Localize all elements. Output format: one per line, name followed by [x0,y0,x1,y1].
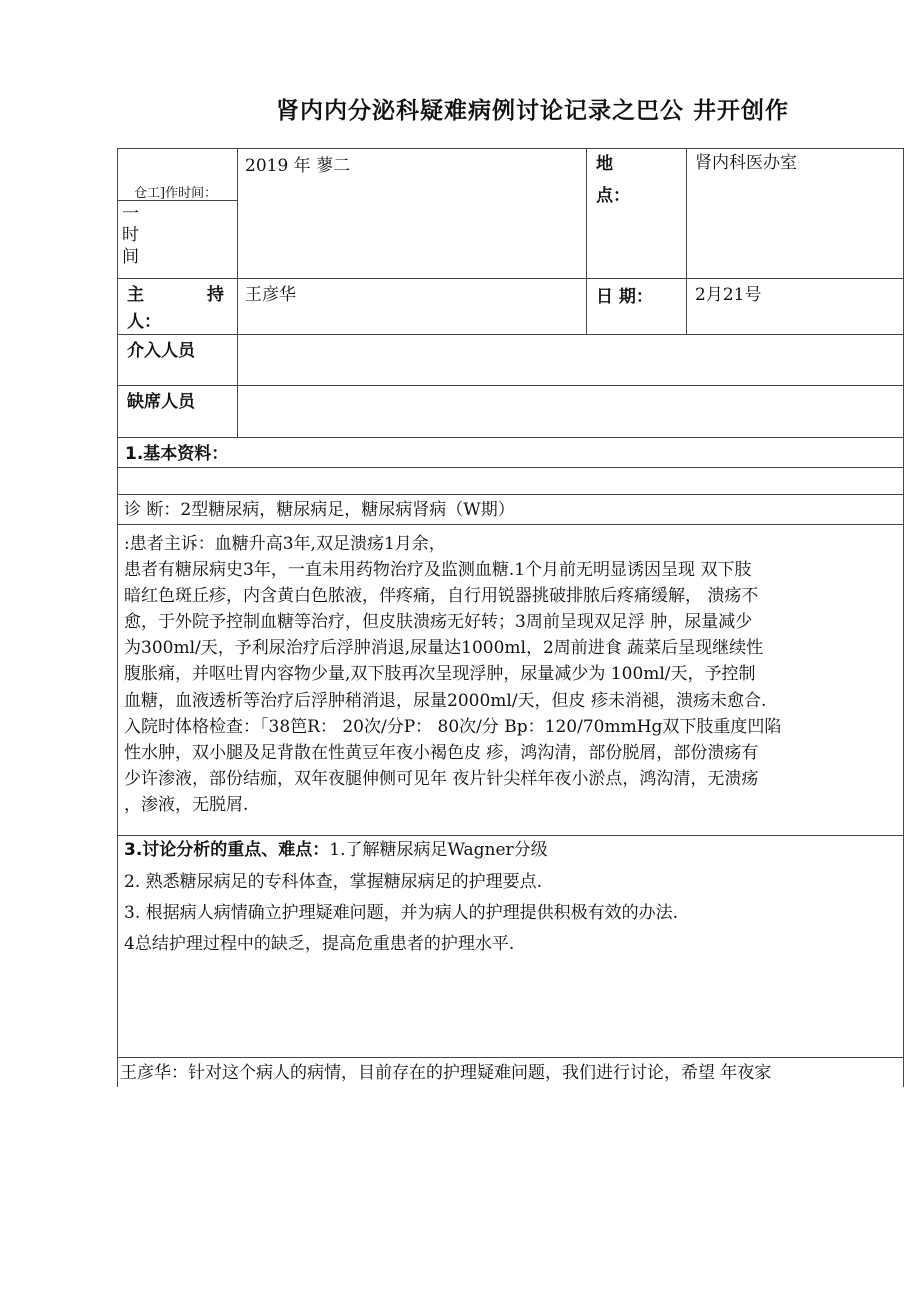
row-divider [117,437,904,438]
column-divider [686,148,687,334]
time-label-2: 间 [122,247,139,267]
case-line: 性水肿，双小腿及足背散在性黄豆年夜小褐色皮 疹，鸿沟清，部份脱屑，部份溃疡有 [124,742,759,763]
place-value: 肾内科医办室 [695,153,797,173]
section3-item: 4总结护理过程中的缺乏，提高危重患者的护理水平. [124,934,515,954]
document-title: 肾内内分泌科疑难病例讨论记录之巴公 井开创作 [276,98,790,124]
discussion-row [117,1057,904,1087]
diagnosis: 诊 断：2型糖尿病，糖尿病足，糖尿病肾病（W期） [124,500,515,520]
row-divider [117,494,904,495]
section3-item: 2. 熟悉糖尿病足的专科体查，掌握糖尿病足的护理要点. [124,872,543,892]
case-line: 为300ml/天，予利尿治疗后浮肿消退,尿量达1000ml，2周前进食 蔬菜后呈现继续性 [124,638,764,659]
case-line: 暗红色斑丘疹，内含黄白色脓液，伴疼痛，自行用锐器挑破排脓后疼痛缓解， 溃疡不 [124,586,759,607]
discussion-right-border [903,1057,904,1087]
place-label-1: 地 [596,154,613,174]
time-value: 2019 年 蓼二 [245,156,351,176]
section1-label: 1.基本资料： [125,444,229,464]
case-line: 愈，于外院予控制血糖等治疗，但皮肤溃疡无好转；3周前呈现双足浮 肿，尿量减少 [124,612,753,633]
case-line: ，渗液，无脱屑. [124,794,249,815]
row-divider [117,835,904,836]
case-line: 血糖，血液透析等治疗后浮肿稍消退，尿量2000ml/天，但皮 疹未消褪，溃疡未愈合. [124,690,767,711]
place-label-2: 点： [596,186,630,206]
case-line: 患者有糖尿病史3年，一直未用药物治疗及监测血糖.1个月前无明显诱因呈现 双下肢 [124,560,752,581]
participants-label: 介入人员 [127,341,195,361]
row-divider [117,278,904,279]
date-value: 2月21号 [695,285,762,305]
case-line: 入院时体格检查：「38笆R： 20次/分P： 80次/分 Bp：120/70mmHg双下肢重度凹陷 [124,716,782,737]
discussion-text: 王彦华：针对这个病人的病情，目前存在的护理疑难问题，我们进行讨论，希望 年夜家 [120,1063,772,1083]
section3-label: 3.讨论分析的重点、难点： [124,840,330,860]
section3-first-item: 1.了解糖尿病足Wagner分级 [329,840,548,860]
section3-heading [124,840,548,860]
discussion-left-border [117,1057,118,1087]
host-value: 王彦华 [245,285,296,305]
case-line: :患者主诉：血糖升高3年,双足溃疡1月余， [124,534,446,554]
date-label: 日 期： [596,287,653,307]
time-label-1: 时 [122,225,139,245]
absent-label: 缺席人员 [127,392,195,412]
host-label-1: 主 [127,285,144,305]
column-divider [237,148,238,437]
section3-item: 3. 根据病人病情确立护理疑难问题，并为病人的护理提供积极有效的办法. [124,903,679,923]
time-label-dash: 一 [122,204,139,224]
row-divider [117,334,904,335]
row-divider [117,467,904,468]
column-divider [586,148,587,334]
case-line: 少许渗液，部份结痂，双年夜腿伸侧可见年 夜片针尖样年夜小淤点，鸿沟清，无溃疡 [124,768,759,789]
host-label-3: 人： [127,312,161,332]
case-history [124,531,902,818]
host-label-2: 持 [207,285,224,305]
case-line: 腹胀痛，并呕吐胃内容物少量,双下肢再次呈现浮肿，尿量减少为 100ml/天，予控制 [124,664,756,685]
row-divider [117,385,904,386]
time-label-small: 仓工]作时间： [134,186,218,201]
row-divider [117,524,904,525]
